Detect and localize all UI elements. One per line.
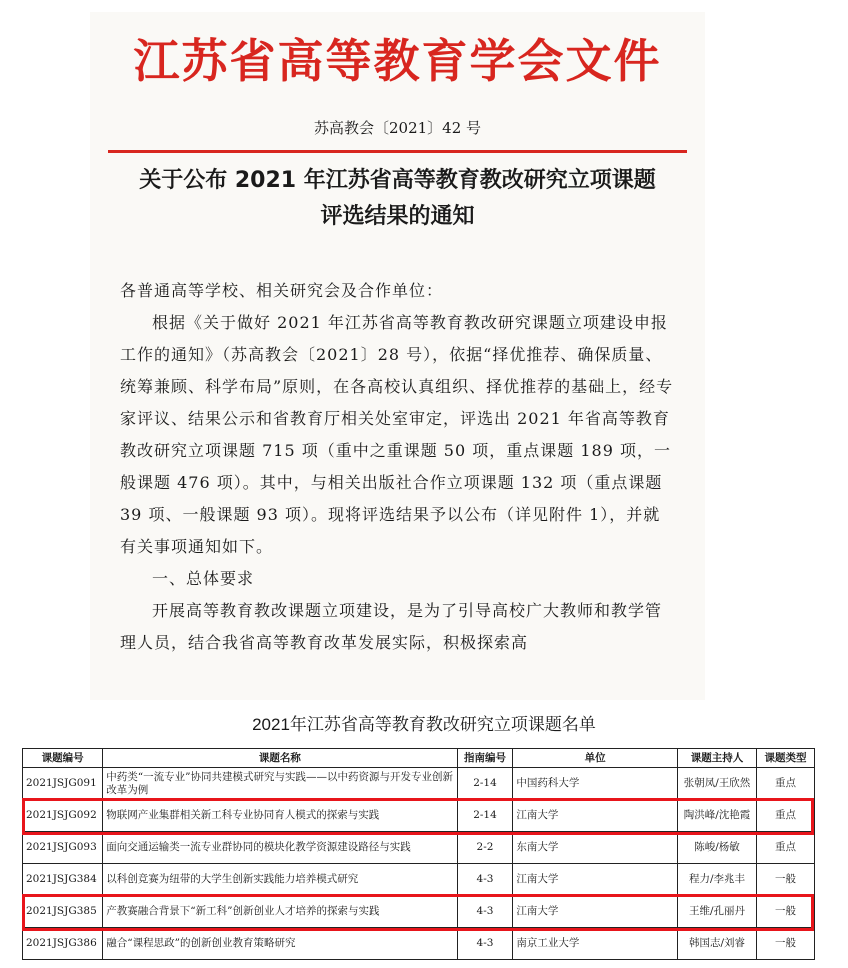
project-list-table <box>22 748 815 960</box>
col-header-unit: 单位 <box>513 749 677 768</box>
red-divider <box>108 150 687 153</box>
col-header-host: 课题主持人 <box>677 749 756 768</box>
cell-unit: 江南大学 <box>513 896 677 928</box>
cell-code: 4-3 <box>457 928 513 960</box>
cell-id: 2021JSJG386 <box>23 928 103 960</box>
cell-host: 程力/李兆丰 <box>677 864 756 896</box>
section-heading: 一、总体要求 <box>152 569 255 588</box>
cell-host: 陶洪峰/沈艳霞 <box>677 800 756 832</box>
salutation: 各普通高等学校、相关研究会及合作单位： <box>120 281 444 300</box>
cell-type: 重点 <box>757 800 815 832</box>
notice-title-line-1: 关于公布 2021 年江苏省高等教育教改研究立项课题 <box>139 168 656 193</box>
cell-type: 一般 <box>757 864 815 896</box>
cell-host: 王维/孔丽丹 <box>677 896 756 928</box>
cell-unit: 江南大学 <box>513 800 677 832</box>
cell-id: 2021JSJG091 <box>23 768 103 800</box>
list-title: 2021年江苏省高等教育教改研究立项课题名单 <box>252 715 596 734</box>
document-number: 苏高教会〔2021〕42 号 <box>313 119 482 137</box>
cell-code: 2-14 <box>457 800 513 832</box>
cell-name: 中药类“一流专业”协同共建模式研究与实践——以中药资源与开发专业创新改革为例 <box>103 768 457 800</box>
table-row-highlighted <box>23 896 815 928</box>
table-header-row <box>23 749 815 768</box>
cell-host: 陈峻/杨敏 <box>677 832 756 864</box>
cell-id: 2021JSJG093 <box>23 832 103 864</box>
cell-host: 张朝凤/王欣然 <box>677 768 756 800</box>
document-page <box>90 12 705 700</box>
col-header-code: 指南编号 <box>457 749 513 768</box>
cell-code: 4-3 <box>457 864 513 896</box>
col-header-id: 课题编号 <box>23 749 103 768</box>
cell-host: 韩国志/刘睿 <box>677 928 756 960</box>
col-header-name: 课题名称 <box>103 749 457 768</box>
cell-name: 融合“课程思政”的创新创业教育策略研究 <box>103 928 457 960</box>
cell-code: 4-3 <box>457 896 513 928</box>
cell-unit: 南京工业大学 <box>513 928 677 960</box>
cell-name: 物联网产业集群相关新工科专业协同育人模式的探索与实践 <box>103 800 457 832</box>
document-header-title: 江苏省高等教育学会文件 <box>133 34 662 88</box>
cell-type: 重点 <box>757 768 815 800</box>
cell-id: 2021JSJG384 <box>23 864 103 896</box>
cell-name: 面向交通运输类一流专业群协同的模块化教学资源建设路径与实践 <box>103 832 457 864</box>
table-row-highlighted <box>23 800 815 832</box>
cell-unit: 江南大学 <box>513 864 677 896</box>
table-row <box>23 928 815 960</box>
notice-title-line-2: 评选结果的通知 <box>320 204 475 229</box>
cell-id: 2021JSJG385 <box>23 896 103 928</box>
notice-body <box>120 275 675 659</box>
cell-unit: 东南大学 <box>513 832 677 864</box>
cell-code: 2-2 <box>457 832 513 864</box>
cell-type: 一般 <box>757 928 815 960</box>
cell-name: 以科创竞赛为纽带的大学生创新实践能力培养模式研究 <box>103 864 457 896</box>
table-row <box>23 832 815 864</box>
cell-unit: 中国药科大学 <box>513 768 677 800</box>
body-paragraph: 根据《关于做好 2021 年江苏省高等教育教改研究课题立项建设申报工作的通知》（苏高教会〔2021〕28 号），依据“择优推荐、确保质量、统筹兼顾、科学布局”原则，在各高校认真组织、择优推荐的基础上，经专家评议、结果公示和省教育厅相关处室审定，评选出 2021 年省高等教育教改研究立项课题 715 项（重中之重课题 50 项，重点课题 189 项，一般课题 476 项）。其中，与相关出版社合作立项课题 132 项（重点课题 39 项、一般课题 93 项）。现将评选结果予以公布（详见附件 1），并就有关事项通知如下。 <box>120 313 674 556</box>
table-row <box>23 768 815 800</box>
body-paragraph: 开展高等教育教改课题立项建设，是为了引导高校广大教师和教学管理人员，结合我省高等教育改革发展实际，积极探索高 <box>120 601 663 652</box>
cell-id: 2021JSJG092 <box>23 800 103 832</box>
cell-name: 产教赛融合背景下“新工科”创新创业人才培养的探索与实践 <box>103 896 457 928</box>
table-row <box>23 864 815 896</box>
cell-code: 2-14 <box>457 768 513 800</box>
col-header-type: 课题类型 <box>757 749 815 768</box>
cell-type: 一般 <box>757 896 815 928</box>
cell-type: 重点 <box>757 832 815 864</box>
notice-title <box>120 163 675 235</box>
